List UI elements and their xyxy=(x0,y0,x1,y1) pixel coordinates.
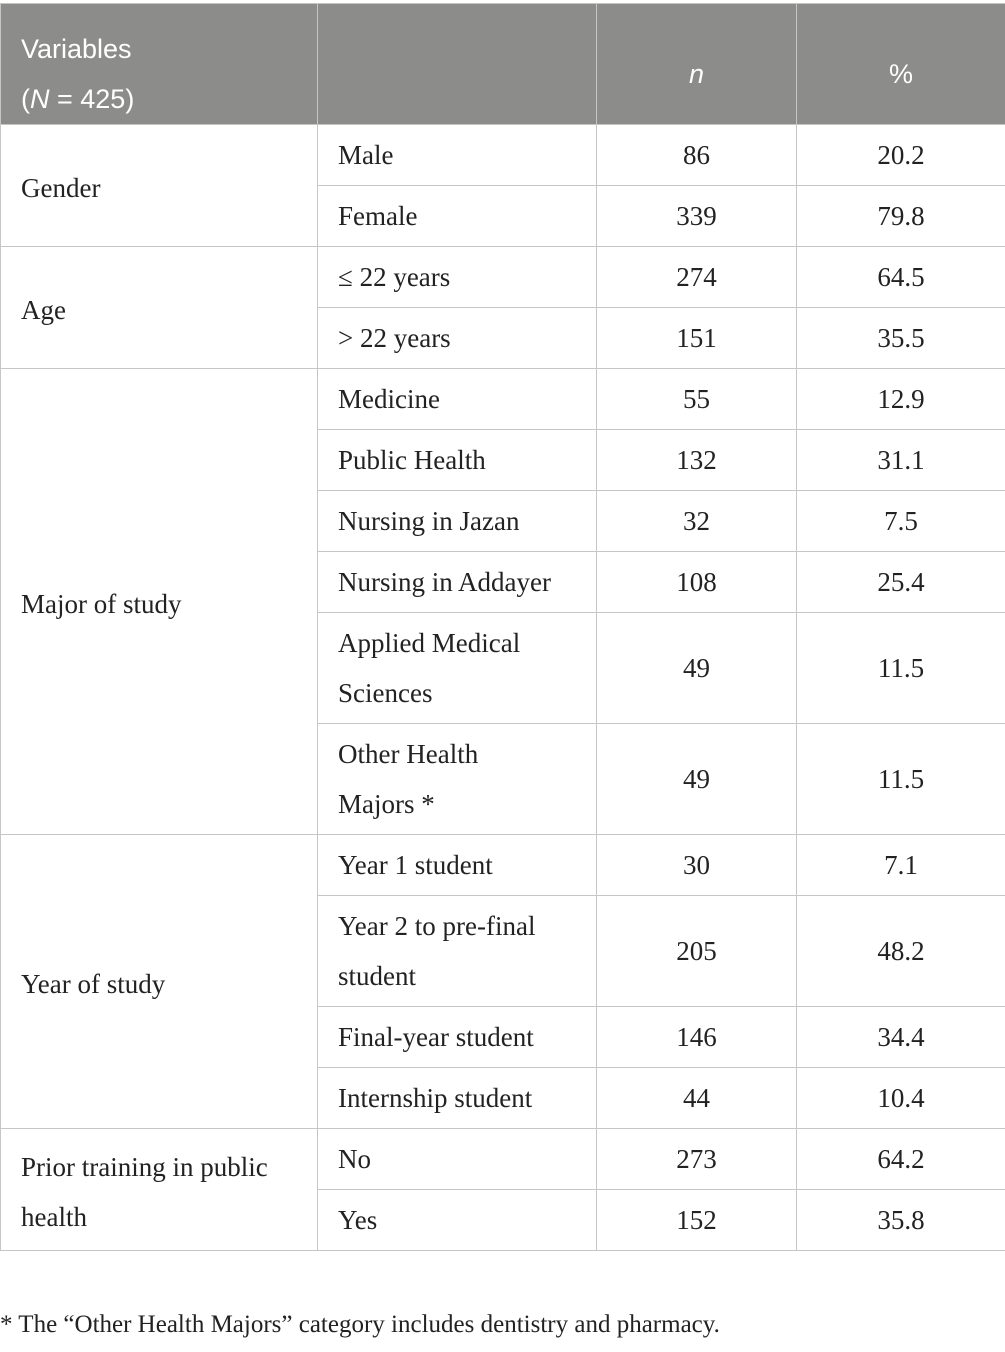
percent-cell: 20.2 xyxy=(797,125,1005,186)
variable-year: Year of study xyxy=(1,835,318,1129)
n-cell: 30 xyxy=(597,835,797,896)
n-cell: 146 xyxy=(597,1007,797,1068)
category-line-2: student xyxy=(338,961,416,991)
n-cell: 32 xyxy=(597,491,797,552)
variable-line-2: health xyxy=(21,1202,87,1232)
header-blank xyxy=(318,4,597,125)
header-row xyxy=(1,4,1005,125)
category-cell: Final-year student xyxy=(318,1007,597,1068)
percent-cell: 7.1 xyxy=(797,835,1005,896)
category-line-2: Sciences xyxy=(338,678,433,708)
percent-cell: 48.2 xyxy=(797,896,1005,1007)
percent-cell: 12.9 xyxy=(797,369,1005,430)
variable-age: Age xyxy=(1,247,318,369)
demographics-table xyxy=(0,3,1005,1251)
header-variables xyxy=(1,4,318,125)
n-cell: 339 xyxy=(597,186,797,247)
category-cell: No xyxy=(318,1129,597,1190)
percent-cell: 7.5 xyxy=(797,491,1005,552)
header-n-value: = 425) xyxy=(49,84,135,114)
category-cell xyxy=(318,613,597,724)
table-row xyxy=(1,125,1005,186)
n-cell: 49 xyxy=(597,613,797,724)
variable-major: Major of study xyxy=(1,369,318,835)
category-cell: Female xyxy=(318,186,597,247)
header-percent: % xyxy=(797,4,1005,125)
category-cell: Male xyxy=(318,125,597,186)
table-row xyxy=(1,369,1005,430)
n-cell: 205 xyxy=(597,896,797,1007)
category-line-1: Year 2 to pre-final xyxy=(338,911,536,941)
category-cell: ≤ 22 years xyxy=(318,247,597,308)
n-cell: 151 xyxy=(597,308,797,369)
percent-cell: 25.4 xyxy=(797,552,1005,613)
percent-cell: 34.4 xyxy=(797,1007,1005,1068)
n-cell: 44 xyxy=(597,1068,797,1129)
percent-cell: 35.8 xyxy=(797,1190,1005,1251)
table-row xyxy=(1,1129,1005,1190)
percent-cell: 11.5 xyxy=(797,613,1005,724)
n-cell: 273 xyxy=(597,1129,797,1190)
n-cell: 49 xyxy=(597,724,797,835)
category-cell: Internship student xyxy=(318,1068,597,1129)
category-line-1: Applied Medical xyxy=(338,628,521,658)
category-cell: > 22 years xyxy=(318,308,597,369)
table-row xyxy=(1,835,1005,896)
percent-cell: 31.1 xyxy=(797,430,1005,491)
n-cell: 132 xyxy=(597,430,797,491)
category-cell: Medicine xyxy=(318,369,597,430)
n-cell: 86 xyxy=(597,125,797,186)
category-cell: Nursing in Addayer xyxy=(318,552,597,613)
category-cell: Year 1 student xyxy=(318,835,597,896)
n-cell: 152 xyxy=(597,1190,797,1251)
category-cell: Public Health xyxy=(318,430,597,491)
percent-cell: 35.5 xyxy=(797,308,1005,369)
percent-cell: 64.2 xyxy=(797,1129,1005,1190)
header-open-paren: ( xyxy=(21,84,30,114)
variable-line-1: Prior training in public xyxy=(21,1152,268,1182)
table-row xyxy=(1,247,1005,308)
variable-prior-training xyxy=(1,1129,318,1251)
n-cell: 108 xyxy=(597,552,797,613)
category-line-1: Other Health xyxy=(338,739,479,769)
percent-cell: 11.5 xyxy=(797,724,1005,835)
category-cell xyxy=(318,724,597,835)
category-cell: Nursing in Jazan xyxy=(318,491,597,552)
percent-cell: 10.4 xyxy=(797,1068,1005,1129)
header-n-symbol: N xyxy=(30,84,50,114)
category-cell: Yes xyxy=(318,1190,597,1251)
header-variables-label: Variables xyxy=(21,34,132,64)
n-cell: 274 xyxy=(597,247,797,308)
percent-cell: 64.5 xyxy=(797,247,1005,308)
percent-cell: 79.8 xyxy=(797,186,1005,247)
variable-gender: Gender xyxy=(1,125,318,247)
n-cell: 55 xyxy=(597,369,797,430)
table-footnote: * The “Other Health Majors” category includes dentistry and pharmacy. xyxy=(0,1311,720,1338)
category-cell xyxy=(318,896,597,1007)
header-n: n xyxy=(597,4,797,125)
category-line-2: Majors * xyxy=(338,789,435,819)
